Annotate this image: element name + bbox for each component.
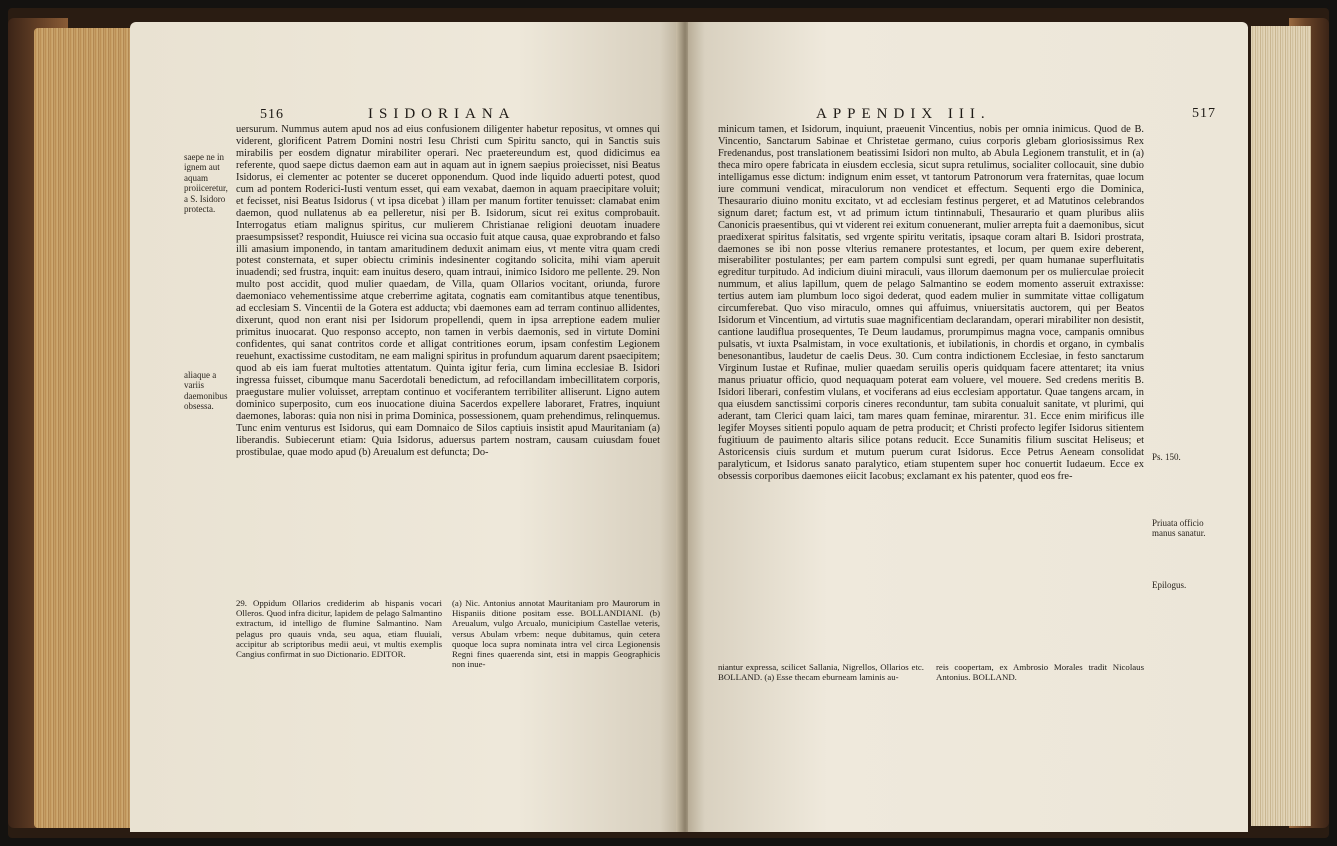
left-footnote-col-1: 29. Oppidum Ollarios crediderim ab hispanis vocari Olleros. Quod infra dicitur, lapidem de pelago Salmantino extractum, id intelligo de flumine Salmantino. Nam pelagus pro quauis vnda, seu aqua, etiam fluuiali, accipitur ab scriptoribus medii aeui, vt multis exemplis Cangius confirmat in suo Dictionario. EDITOR. bbox=[236, 598, 442, 660]
right-margin-note-1: Ps. 150. bbox=[1152, 452, 1181, 462]
right-margin-note-2: Priuata officio manus sanatur. bbox=[1152, 518, 1206, 539]
left-running-title: ISIDORIANA bbox=[368, 106, 516, 122]
left-margin-note-1: saepe ne in ignem aut aquam proiiceretur, a S. Isidoro protecta. bbox=[184, 152, 228, 215]
left-footnote-col-2: (a) Nic. Antonius annotat Mauritaniam pro Maurorum in Hispaniis ditione positam esse. BOLLANDIANI. (b) Areualum, vulgo Arcualo, municipium Castellae veteris, versus Abulam vrbem: neque dubitamus, quin cetera quoque loca supra nominata intra vel circa Legionensis Regni fines quaerenda sint, etsi in mappis Geographicis non inue- bbox=[452, 598, 660, 670]
left-running-header bbox=[260, 106, 650, 123]
right-page bbox=[688, 22, 1248, 832]
left-margin-note-2: aliaque a variis daemonibus obsessa. bbox=[184, 370, 228, 412]
right-footnote-col-2: reis coopertam, ex Ambrosio Morales tradit Nicolaus Antonius. BOLLAND. bbox=[936, 662, 1144, 683]
left-page-number: 516 bbox=[260, 107, 284, 122]
right-body-text: minicum tamen, et Isidorum, inquiunt, praeuenit Vincentius, nobis per omnia inimicus. Quod de B. Vincentio, Sanctarum Sabinae et Christetae germano, cuius corporis glebam gloriosissimus Rex Fredenandus, post translationem beatissimi Isidori non multo, ab Abula Legionem transtulit, et in (a) theca miro opere fabricata in eiusdem ecclesia, sicut supra retulimus, socialiter collocauit, sine dubio intelligamus esse dictum: indignum enim esset, vt tantorum Patronorum vera fraternitas, quae locum iure communi vendicat, miraculorum non vendicet et effectum. Sequenti ergo die Dominica, Thesaurario diuino monitu excitato, vt ad ecclesiam festinus pergeret, et ad Matutinos celebrandos signum daret; factum est, vt ad primum ictum tintinnabuli, Thesaurario et quam pluribus aliis Canonicis praesentibus, qui vt viderent rei exitum conuenerant, mulier arrepta fuit a daemonibus, sicut praedixerat spiritus falsitatis, sed vrgente spiritu veritatis, ipsaque coram altari B. Isidori prostrata, daemones se ibi non posse vlterius remanere protestantes, et locum, per quem exire deberent, miserabiliter postulantes; per eam partem compulsi sunt egredi, per quam humanae superfluitatis egreditur turpitudo. Ad indicium diuini miraculi, vaus illorum daemonum per os mulierculae proiecit nummum, et alius lapillum, quem de pelago Salmantino se eodem momento asseruit extraxisse: tertius autem iam plumbum loco sigoi dederat, quod eadem mulier in summitate vittae colligatum circumferebat. Quo viso miraculo, omnes qui affuimus, vniuersitatis auctorem, qui per Beatos Isidorum et Vincentium, ad virtutis suae magnificentiam declarandam, operari mirabiliter non desistit, cantione laudiflua prosequentes, Te Deum laudamus, prorumpimus magna voce, campanis omnibus pulsatis, vt iuxta Psalmistam, in voce exultationis, et iubilationis, in chordis et organo, in cymbalis benesonantibus, laudetur de caelis Deus. 30. Cum contra indictionem Ecclesiae, in festo sanctarum Virginum Iustae et Rufinae, mulier quaedam seruilis operis quidquam facere attentaret; ita vnius manus priuatur officio, quod nequaquam poterat eam voluere, vel mouere. Sed credens meritis B. Isidori liberari, confestim vlulans, et vociferans ad eius ecclesiam apportatur. Quae tangens arcam, in qua eiusdem sanctissimi corporis cineres reconduntur, tam subita conualuit sanitate, vt plurimi, qui aderant, tam Clerici quam laici, tam mares quam feminae, mirarentur. 31. Ecce enim mirificus ille legifer Moyses sitienti populo aquam de petra producit; et Christi profecto legifer Isidorus sitientem fugitiuum de pauimento altaris silice potans reducit. Ecce Sunamitis filium suscitat Heliseus; et Astoricensis ciuis surdum et mutum puerum curat Isidorus. Ecce Petrus Aeneam consolidat paralyticum, et Isidorus sanato paralytico, etiam stupentem super hoc conuertit Iudaeum. Ecce ex obsessis corporibus daemones eiicit Iacobus; exclamant ex his patenter, quod eos fre- bbox=[718, 124, 1144, 482]
right-footnote-col-1: niantur expressa, scilicet Sallania, Nigrellos, Ollarios etc. BOLLAND. (a) Esse thecam eburneam laminis au- bbox=[718, 662, 924, 683]
right-margin-note-3: Epilogus. bbox=[1152, 580, 1187, 590]
left-page bbox=[130, 22, 682, 832]
right-running-header bbox=[816, 106, 1216, 123]
right-page-number: 517 bbox=[1192, 106, 1216, 121]
right-running-title: APPENDIX III. bbox=[816, 106, 991, 122]
left-body-text: uersurum. Nummus autem apud nos ad eius confusionem diligenter habetur repositus, vt omnes qui viderent, glorificent Patrem Domini nostri Iesu Christi cum Spiritu sancto, qui in Sanctis suis mirabilis per eosdem dignatur mirabiliter operari. Nec praetereundum est, quod didicimus ea referente, quod saepe dictus daemon eam aut in aquam aut in ignem saepius proiecisset, nisi Beatus Isidorus, ei clementer ac potenter se duceret opponendum. Quod inde liquido aduerti potest, quod cum ad pontem Roderici-Iusti ventum esset, qui eam vexabat, daemon in aquam praecipitare voluit; et fecisset, nisi Beatus Isidorus ( vt ipsa dicebat ) illam per manum fortiter tenuisset: clamabat enim daemon, quod nullatenus ab ea pelleretur, nisi per B. Isidorum, sicut rei exitus comprobauit. Interrogatus etiam malignus spiritus, cur mulierem Christianae religioni deuotam inuadere praesumpsisset? respondit, Huiusce rei vicina sua occasio fuit atque causa, quae exprobrando et falso illi amasium imponendo, in tantam amaritudinem deduxit animam eius, vt mente vitra quam credi potest consternata, et super obiectu criminis indesinenter cogitando solicita, mihi viam aperuit inuadendi; sed frustra, inquit: eam inuitus desero, quam intraui, inimico Isidoro me pellente. 29. Non multo post accidit, quod mulier quaedam, de Villa, quam Ollarios vocitant, oriunda, furore daemoniaco vehementissime atque creberrime agitata, cognatis eam comitantibus atque tenentibus, ad ecclesiam S. Vincentii de la Gotera est adducta; vbi daemones eam ad terram continuo allidentes, dixerunt, quod non erant nisi per Isidorum propellendi, quem in ipsa arreptione eadem mulier primitus inuocarat. Quo responso accepto, non tamen in verbis daemonis, sed in virtute Domini confidentes, qui sanat contritos corde et alligat contritiones eorum, ipsam confestim Legionem reuehunt, exactissime custoditam, ne eam maligni spiritus in profundum aquarum darent psaecipitem; quod ab eis iam fuerat multoties attentatum. Quinta igitur feria, cum limina ecclesiae B. Isidori ingressa fuisset, cibumque manu Sacerdotali benedictum, ad refocillandam imbecillitatem corporis, praegustare mulier voluisset, arreptam continuo et vociferantem terribiliter alliserunt. Ligno autem dominico superposito, cum eos inuocatione diuina Sacerdos expellere laboraret, Fratres, inquiunt daemones, laboras: quia non nisi in prima Dominica, possessionem, quam prehendimus, relinquemus. Tunc enim venturus est Isidorus, qui eam Domnaico de Silos captiuis insistit apud Mauritaniam (a) liberandis. Subiecerunt etiam: Quia Isidorus, aduersus partem nostram, causam cuiusdam fouet prostibulae, quae modo apud (b) Areualum est defuncta; Do- bbox=[236, 124, 660, 458]
right-page-stack bbox=[1251, 26, 1311, 826]
left-page-stack bbox=[34, 28, 142, 828]
open-book bbox=[8, 8, 1329, 838]
